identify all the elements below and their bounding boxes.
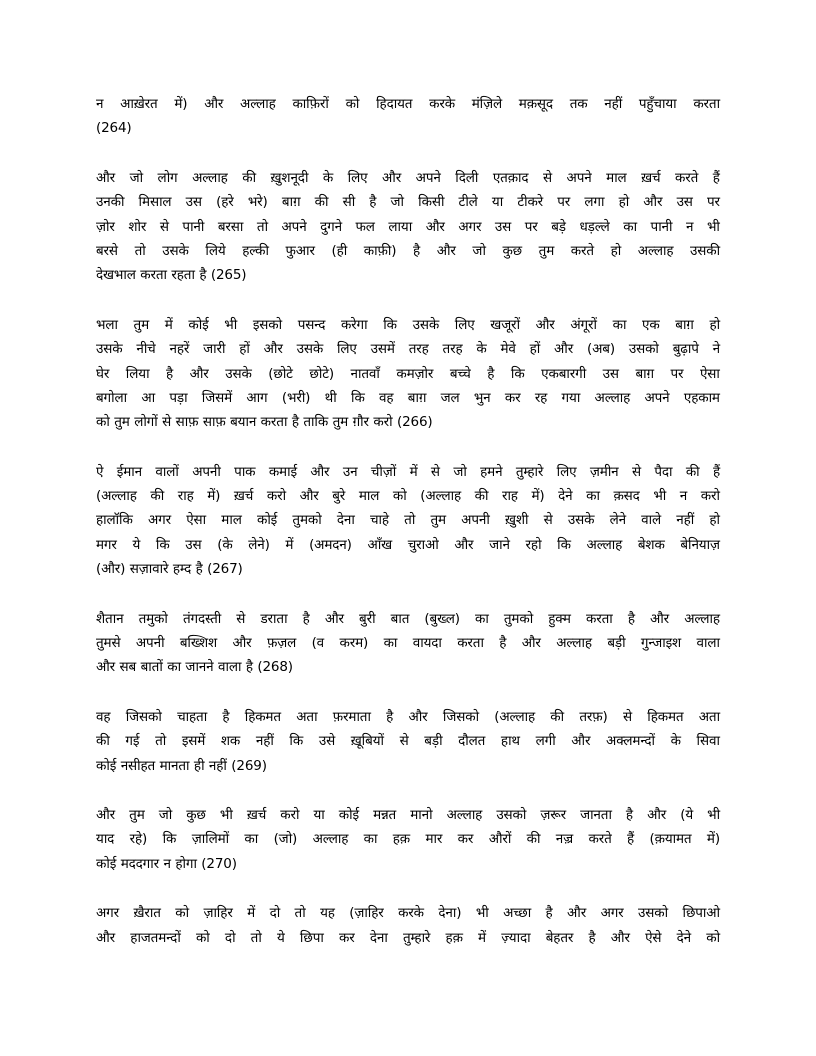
text-line: बगोला आ पड़ा जिसमें आग (भरी) थी कि वह बाग़ जल भुन कर रह गया अल्लाह अपने एहकाम (96, 389, 720, 406)
text-line: याद रहे) कि ज़ालिमों का (जो) अल्लाह का हक़ मार कर औरों की नज़्र करते हैं (क़यामत में) (96, 831, 720, 848)
text-line: न आख़ेरत में) और अल्लाह काफ़िरों को हिदायत करके मंज़िले मक़सूद तक नहीं पहुँचाया करता (96, 96, 720, 112)
text-line: बरसे तो उसके लिये हल्की फुआर (ही काफ़ी) है और जो कुछ तुम करते हो अल्लाह उसकी (96, 242, 720, 259)
paragraph (96, 92, 720, 141)
paragraph (96, 313, 720, 435)
text-line: (264) (96, 120, 132, 137)
text-line: वह जिसको चाहता है हिकमत अता फ़रमाता है और जिसको (अल्लाह की तरफ़) से हिकमत अता (96, 708, 720, 725)
text-line: देखभाल करता रहता है (265) (96, 267, 247, 284)
text-line: और हाजतमन्दों को दो तो ये छिपा कर देना तुम्हारे हक़ में ज़्यादा बेहतर है और ऐसे देने को (96, 929, 720, 946)
text-line: और जो लोग अल्लाह की ख़ुशनूदी के लिए और अपने दिली एतक़ाद से अपने माल ख़र्च करते हैं (96, 169, 720, 186)
text-line: ऐ ईमान वालों अपनी पाक कमाई और उन चीज़ों में से जो हमने तुम्हारे लिए ज़मीन से पैदा की हैं (96, 463, 720, 480)
text-line: और तुम जो कुछ भी ख़र्च करो या कोई मन्नत मानो अल्लाह उसको ज़रूर जानता है और (ये भी (96, 806, 720, 823)
paragraph (96, 901, 720, 950)
text-line: (अल्लाह की राह में) ख़र्च करो और बुरे माल को (अल्लाह की राह में) देने का क़सद भी न करो (96, 488, 720, 505)
text-line: हालॉकि अगर ऐसा माल कोई तुमको देना चाहे तो तुम अपनी ख़ुशी से उसके लेने वाले नहीं हो (96, 512, 720, 529)
paragraph (96, 705, 720, 778)
text-line: को तुम लोगों से साफ़ साफ़ बयान करता है ताकि तुम ग़ौर करो (266) (96, 414, 433, 431)
text-line: घेर लिया है और उसके (छोटे छोटे) नातवॉं कमज़ोर बच्चे है कि एकबारगी उस बाग़ पर ऐसा (96, 365, 720, 382)
text-line: तुमसे अपनी बख्शिश और फ़ज़ल (व करम) का वायदा करता है और अल्लाह बड़ी गुन्जाइश वाला (96, 635, 720, 652)
text-line: भला तुम में कोई भी इसको पसन्द करेगा कि उसके लिए खजूरों और अंगूरों का एक बाग़ हो (96, 316, 720, 333)
paragraph (96, 607, 720, 680)
paragraph (96, 460, 720, 582)
text-line: अगर ख़ैरात को ज़ाहिर में दो तो यह (ज़ाहिर करके देना) भी अच्छा है और अगर उसको छिपाओ (96, 905, 720, 922)
text-line: उसके नीचे नहरें जारी हों और उसके लिए उसमें तरह तरह के मेवे हों और (अब) उसको बुढ़ापे ने (96, 341, 720, 358)
text-line: उनकी मिसाल उस (हरे भरे) बाग़ की सी है जो किसी टीले या टीकरे पर लगा हो और उस पर (96, 194, 720, 211)
text-line: ज़ोर शोर से पानी बरसा तो अपने दुगने फल लाया और अगर उस पर बड़े धड़ल्ले का पानी न भी (96, 218, 720, 235)
paragraph (96, 803, 720, 876)
document-page (96, 92, 720, 975)
text-line: कोई नसीहत मानता ही नहीं (269) (96, 757, 267, 774)
text-line: की गई तो इसमें शक नहीं कि उसे ख़ूबियों से बड़ी दौलत हाथ लगी और अक्लमन्दों के सिवा (96, 733, 720, 750)
text-line: मगर ये कि उस (के लेने) में (अमदन) ऑंख चुराओ और जाने रहो कि अल्लाह बेशक बेनियाज़ (96, 536, 720, 553)
text-line: शैतान तमुको तंगदस्ती से डराता है और बुरी बात (बुख्ल) का तुमको हुक्म करता है और अल्लाह (96, 610, 720, 627)
text-line: (और) सज़ावारे हम्द है (267) (96, 561, 243, 578)
text-line: कोई मददगार न होगा (270) (96, 855, 237, 872)
paragraph (96, 166, 720, 288)
text-line: और सब बातों का जानने वाला है (268) (96, 659, 293, 676)
